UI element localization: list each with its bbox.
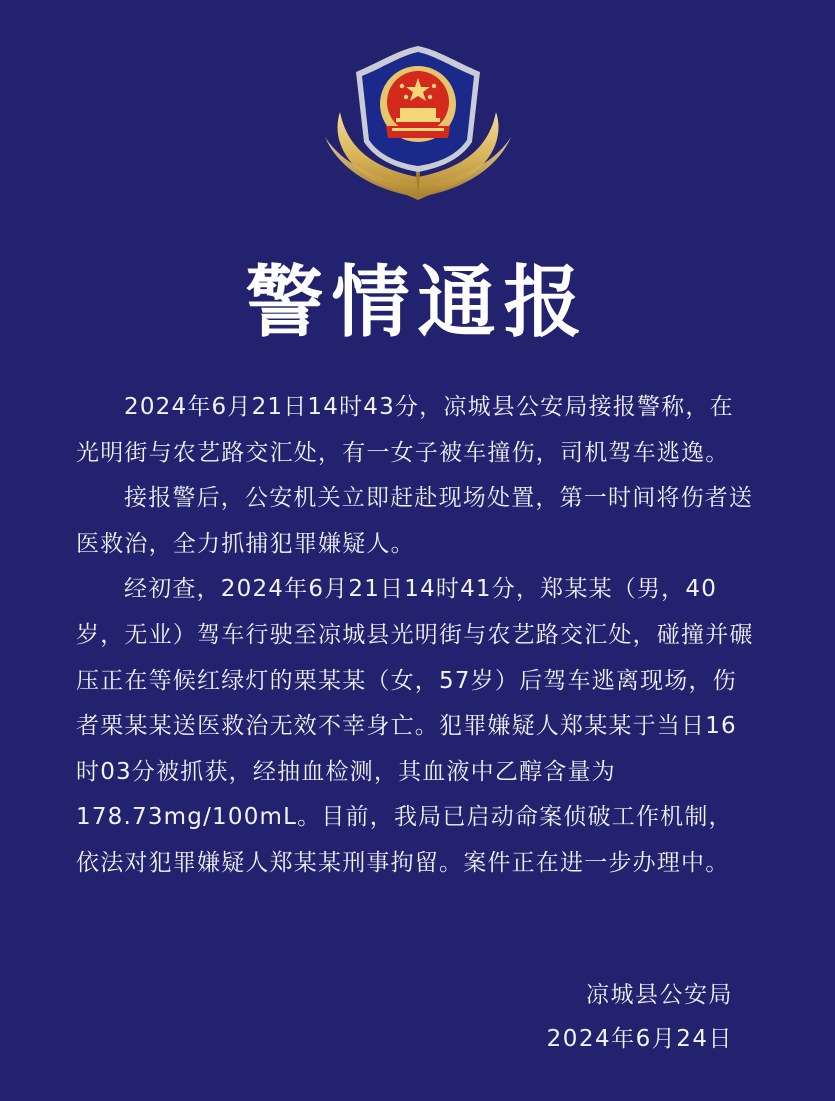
signature-block [547,973,733,1061]
paragraph-incident-report: 2024年6月21日14时43分，凉城县公安局接报警称，在光明街与农艺路交汇处，有一女子被车撞伤，司机驾车逃逸。 [76,394,734,466]
paragraph-response: 接报警后，公安机关立即赶赴现场处置，第一时间将伤者送医救治，全力抓捕犯罪嫌疑人。 [76,485,754,557]
police-badge-emblem [320,42,516,202]
issue-date: 2024年6月24日 [546,1026,733,1052]
page-title: 警情通报 [245,258,590,348]
police-badge-icon [320,42,516,202]
paragraph-investigation: 经初查，2024年6月21日14时41分，郑某某（男，40岁，无业）驾车行驶至凉城县光明街与农艺路交汇处，碰撞并碾压正在等候红绿灯的栗某某（女，57岁）后驾车逃离现场，伤者栗某某送医救治无效不幸身亡。犯罪嫌疑人郑某某于当日16时03分被抓获，经抽血检测，其血液中乙醇含量为178.73mg/100mL。目前，我局已启动命案侦破工作机制，依法对犯罪嫌疑人郑某某刑事拘留。案件正在进一步办理中。 [76,576,754,876]
notice-body [76,385,756,887]
issuer-name: 凉城县公安局 [586,982,733,1008]
